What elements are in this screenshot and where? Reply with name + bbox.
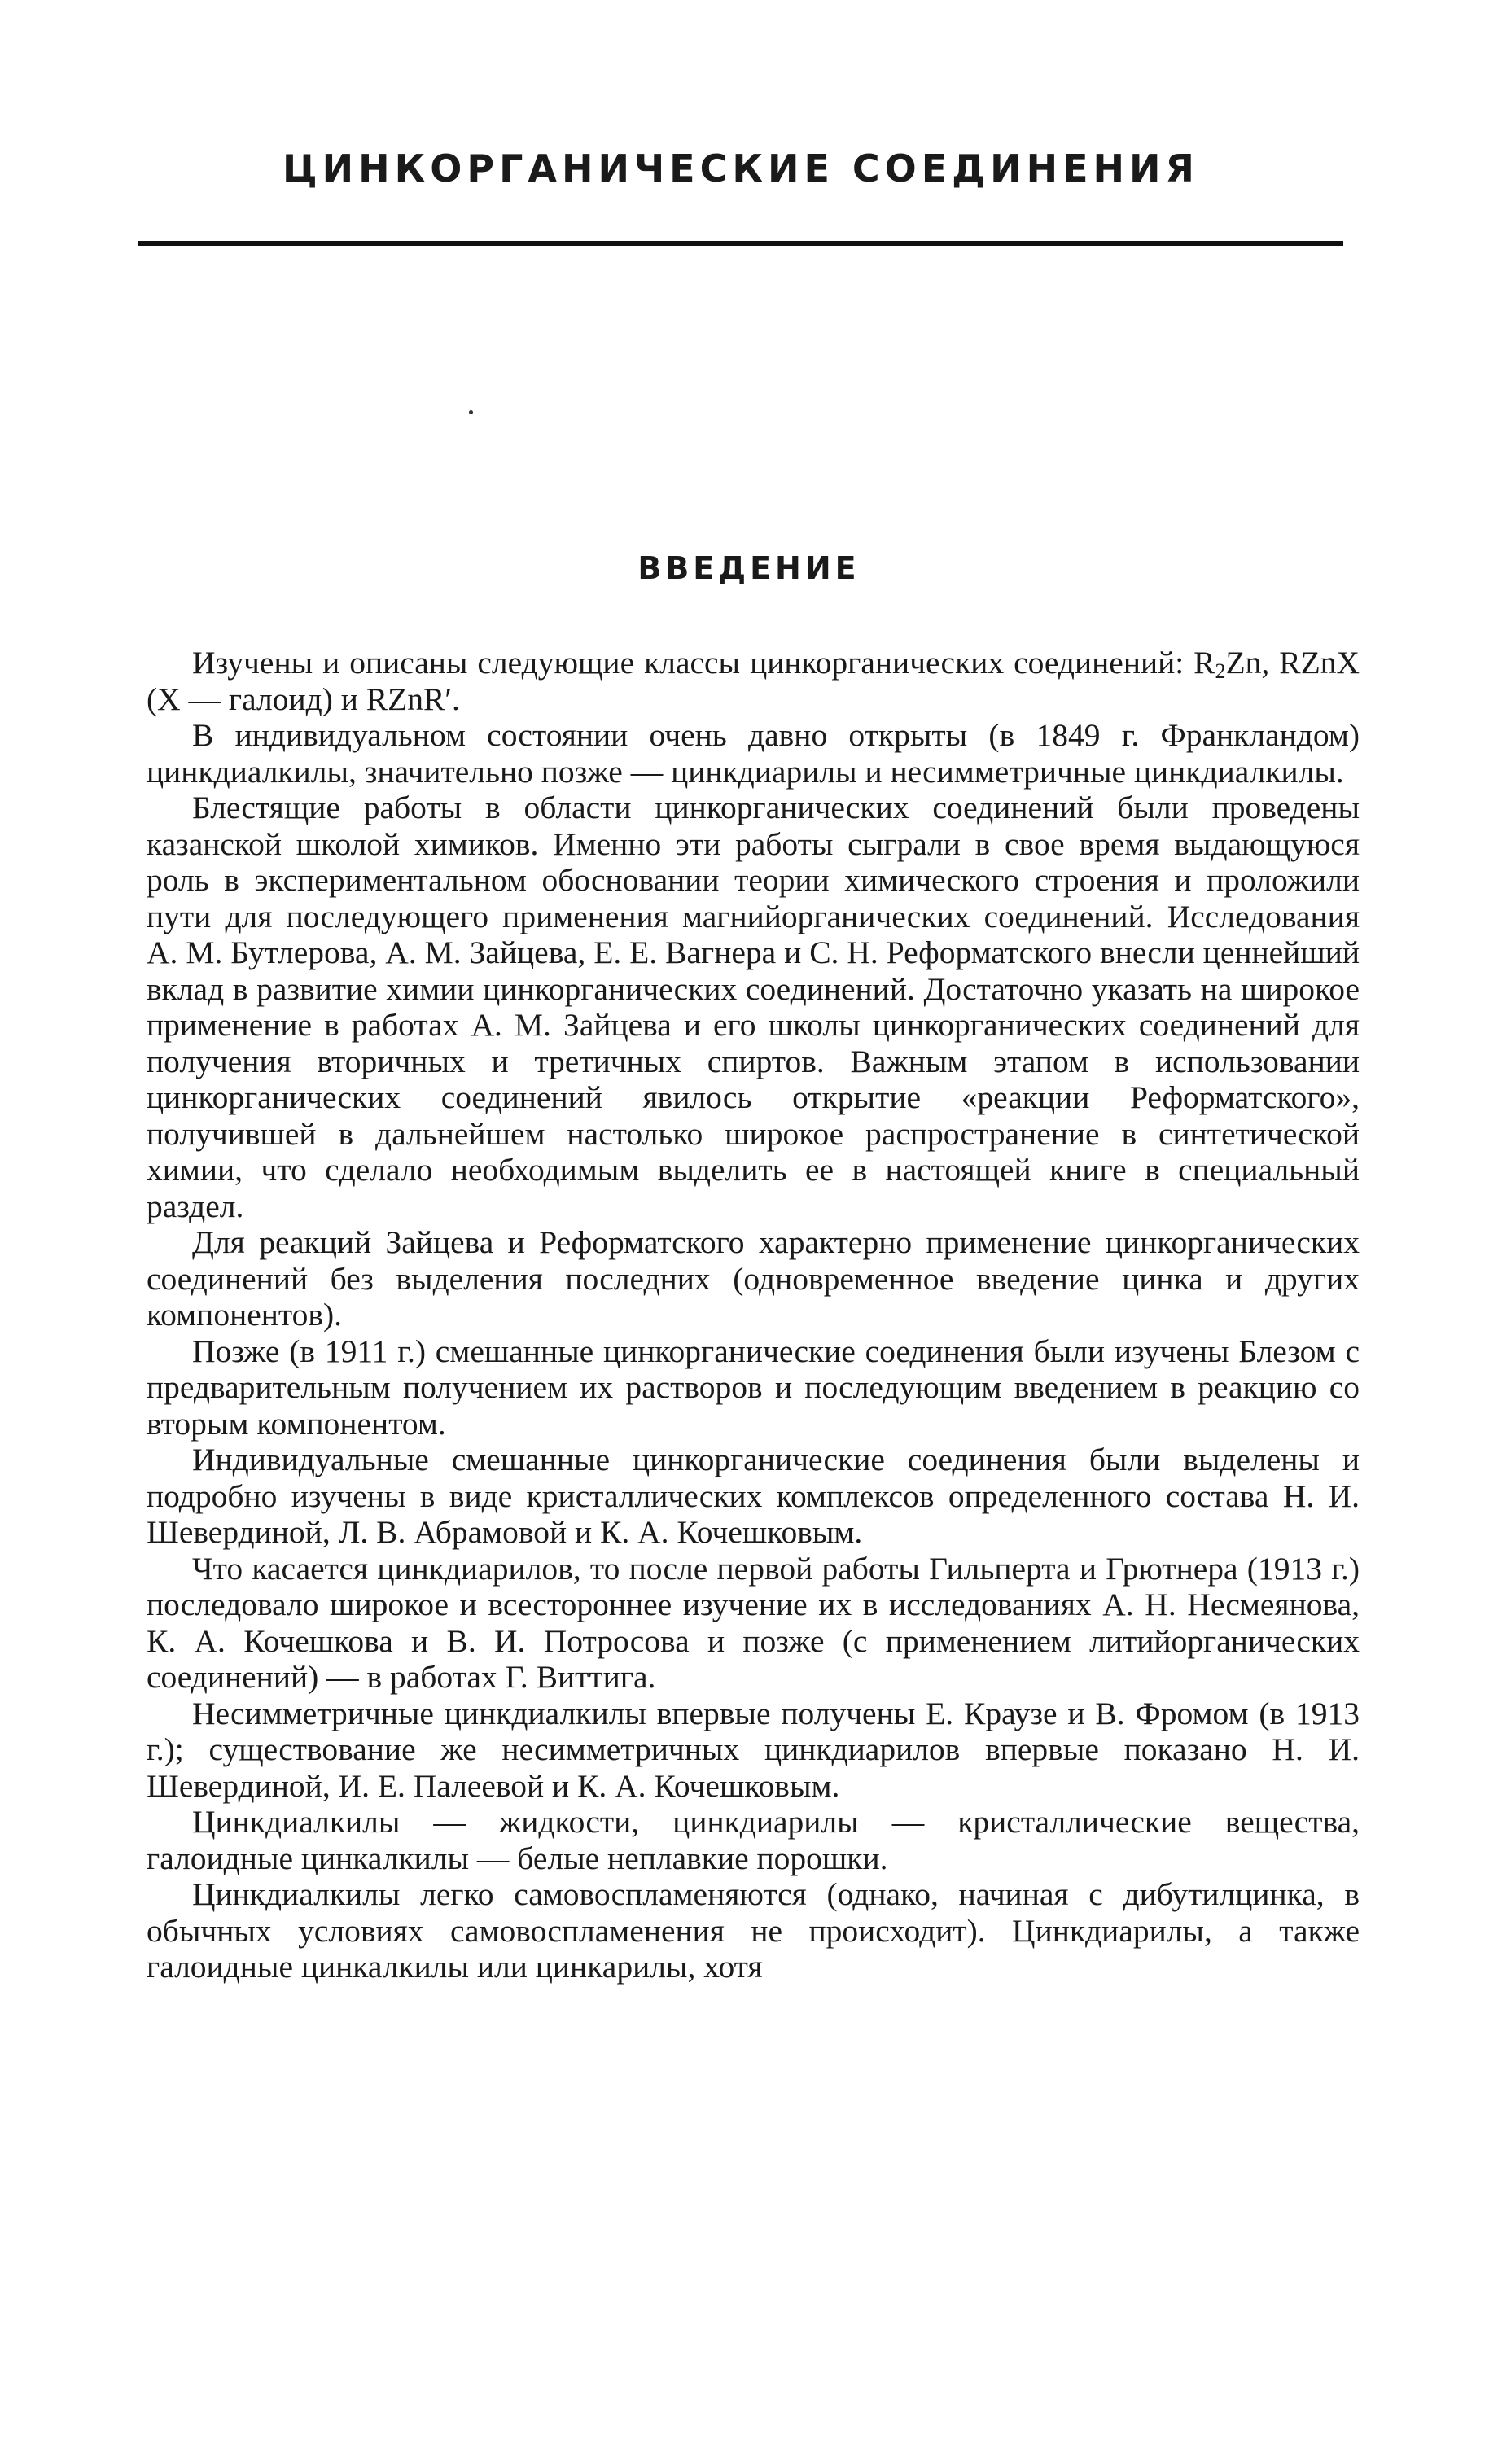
paragraph-asymmetric: Несимметричные цинкдиалкилы впервые получены Е. Краузе и В. Фромом (в 1913 г.); существование же несимметричных цинкдиарилов впервые показано Н. И. Шевердиной, И. Е. Палеевой и К. А. Кочешковым. xyxy=(147,1695,1360,1804)
section-title: ВВЕДЕНИЕ xyxy=(637,550,861,586)
paragraph-classes-formulas: Zn, RZnX (X — галоид) и RZnR′. xyxy=(147,645,1360,717)
title-rule xyxy=(138,241,1343,246)
chapter-title: ЦИНКОРГАНИЧЕСКИЕ СОЕДИНЕНИЯ xyxy=(282,147,1199,190)
paragraph-ignition: Цинкдиалкилы легко самовоспламеняются (однако, начиная с дибутилцинка, в обычных условиях самовоспламенения не происходит). Цинкдиарилы, а также галоидные цинкалкилы или цинкарилы, хотя xyxy=(147,1876,1360,1985)
paragraph-reactions: Для реакций Зайцева и Реформатского характерно применение цинкорганических соединений без выделения последних (одновременное введение цинка и других компонентов). xyxy=(147,1224,1360,1333)
paragraph-kazan-school: Блестящие работы в области цинкорганических соединений были проведены казанской школой химиков. Именно эти работы сыграли в свое время выдающуюся роль в экспериментальном обосновании теории химического строения и проложили пути для последующего применения магнийорганических соединений. Исследования А. М. Бутлерова, А. М. Зайцева, Е. Е. Вагнера и С. Н. Реформатского внесли ценнейший вклад в развитие химии цинкорганических соединений. Достаточно указать на широкое применение в работах А. М. Зайцева и его школы цинкорганических соединений для получения вторичных и третичных спиртов. Важным этапом в использовании цинкорганических соединений явилось открытие «реакции Реформатского», получившей в дальнейшем настолько широкое распространение в синтетической химии, что сделало необходимым выделить ее в настоящей книге в специальный раздел. xyxy=(147,790,1360,1224)
paragraph-diaryls: Что касается цинкдиарилов, то после первой работы Гильперта и Грютнера (1913 г.) последовало широкое и всестороннее изучение их в исследованиях А. Н. Несмеянова, К. А. Кочешкова и В. И. Потросова и позже (с применением литийорганических соединений) — в работах Г. Виттига. xyxy=(147,1550,1360,1695)
paragraph-history: В индивидуальном состоянии очень давно открыты (в 1849 г. Франкландом) цинкдиалкилы, значительно позже — цинкдиарилы и несимметричные цинкдиалкилы. xyxy=(147,717,1360,790)
paragraph-blaise: Позже (в 1911 г.) смешанные цинкорганические соединения были изучены Блезом с предварительным получением их растворов и последующим введением в реакцию со вторым компонентом. xyxy=(147,1333,1360,1442)
paragraph-classes xyxy=(147,645,1360,717)
paragraph-properties: Цинкдиалкилы — жидкости, цинкдиарилы — кристаллические вещества, галоидные цинкалкилы — белые неплавкие порошки. xyxy=(147,1804,1360,1876)
paragraph-mixed-compounds: Индивидуальные смешанные цинкорганические соединения были выделены и подробно изучены в виде кристаллических комплексов определенного состава Н. И. Шевердиной, Л. В. Абрамовой и К. А. Кочешковым. xyxy=(147,1442,1360,1550)
subscript-2: 2 xyxy=(1215,659,1226,683)
print-speck xyxy=(469,410,473,414)
body-text xyxy=(147,645,1360,1985)
paragraph-classes-text: Изучены и описаны следующие классы цинкорганических соединений: R xyxy=(192,645,1215,681)
